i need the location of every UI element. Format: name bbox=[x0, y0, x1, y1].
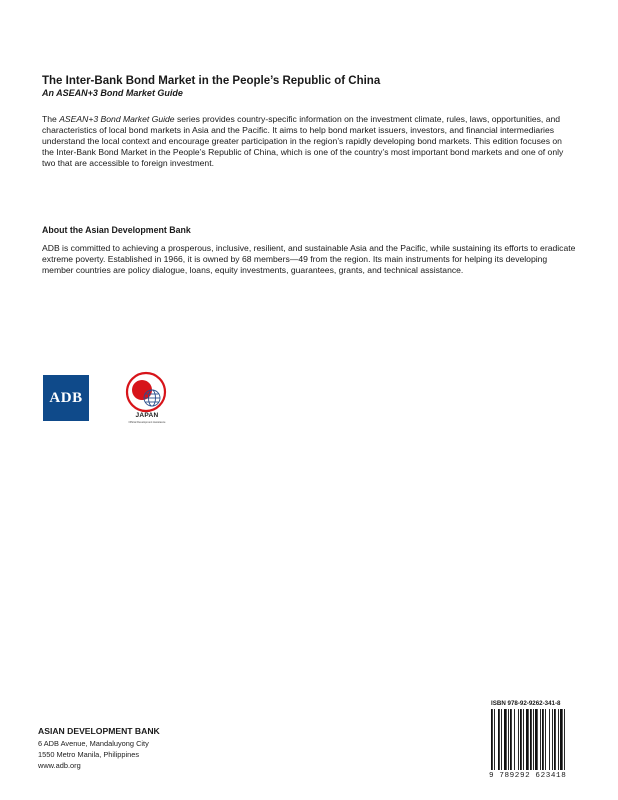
barcode-bar bbox=[552, 709, 553, 770]
barcode bbox=[489, 709, 581, 772]
barcode-bar bbox=[530, 709, 532, 770]
barcode-bar bbox=[508, 709, 509, 770]
intro-paragraph bbox=[42, 114, 576, 169]
barcode-bar bbox=[542, 709, 544, 770]
about-paragraph: ADB is committed to achieving a prosperous, inclusive, resilient, and sustainable Asia and the Pacific, while sustaining its efforts to eradicate extreme poverty. Established in 1966, it is owned by 68 members—49 from the region. Its main instruments for helping its developing member countries are policy dialogue, loans, equity investments, guarantees, grants, and technical assistance. bbox=[42, 243, 576, 275]
barcode-bar bbox=[564, 709, 565, 770]
book-subtitle: An ASEAN+3 Bond Market Guide bbox=[42, 88, 183, 98]
barcode-digits: 9 789292 623418 bbox=[489, 772, 567, 780]
globe-icon bbox=[144, 390, 160, 406]
book-title: The Inter-Bank Bond Market in the People’s Republic of China bbox=[42, 75, 381, 87]
barcode-bar bbox=[494, 709, 495, 770]
barcode-bar bbox=[498, 709, 500, 770]
series-name: ASEAN+3 Bond Market Guide bbox=[59, 114, 175, 124]
barcode-bar bbox=[533, 709, 534, 770]
barcode-bar bbox=[558, 709, 559, 770]
barcode-bar bbox=[523, 709, 524, 770]
barcode-bar bbox=[535, 709, 538, 770]
barcode-bar bbox=[540, 709, 541, 770]
japan-oda-sub: Official Development Assistance bbox=[128, 421, 166, 424]
barcode-bar bbox=[491, 709, 493, 770]
barcode-bar bbox=[526, 709, 529, 770]
barcode-bar bbox=[545, 709, 546, 770]
adb-logo: ADB bbox=[43, 375, 89, 421]
barcode-bar bbox=[518, 709, 519, 770]
intro-text: series provides country-specific information on the investment climate, rules, laws, opportunities, and characteristics of local bond markets in Asia and the Pacific. It aims to help bond market issuers, investors, and financial intermediaries understand the local context and encourage greater participation in the region’s rapidly developing bond markets. This edition focuses on the Inter-Bank Bond Market in the People’s Republic of China, which is one of the country’s most important bond markets and one of only two that are accessible to foreign investment. bbox=[42, 114, 564, 168]
about-heading: About the Asian Development Bank bbox=[42, 225, 191, 235]
barcode-bar bbox=[560, 709, 563, 770]
japan-red-sun bbox=[132, 380, 152, 400]
japan-label: JAPAN bbox=[135, 412, 159, 419]
barcode-bar bbox=[549, 709, 550, 770]
barcode-bar bbox=[514, 709, 515, 770]
barcode-bar bbox=[510, 709, 512, 770]
website: www.adb.org bbox=[38, 761, 81, 770]
address-line-1: 6 ADB Avenue, Mandaluyong City bbox=[38, 739, 149, 748]
address-line-2: 1550 Metro Manila, Philippines bbox=[38, 750, 140, 759]
barcode-bar bbox=[520, 709, 522, 770]
intro-prefix: The bbox=[42, 114, 60, 124]
barcode-bar bbox=[501, 709, 502, 770]
barcode-bar bbox=[554, 709, 556, 770]
isbn-label: ISBN 978-92-9262-341-8 bbox=[491, 700, 561, 707]
barcode-bar bbox=[504, 709, 507, 770]
publisher-name: ASIAN DEVELOPMENT BANK bbox=[38, 726, 160, 736]
